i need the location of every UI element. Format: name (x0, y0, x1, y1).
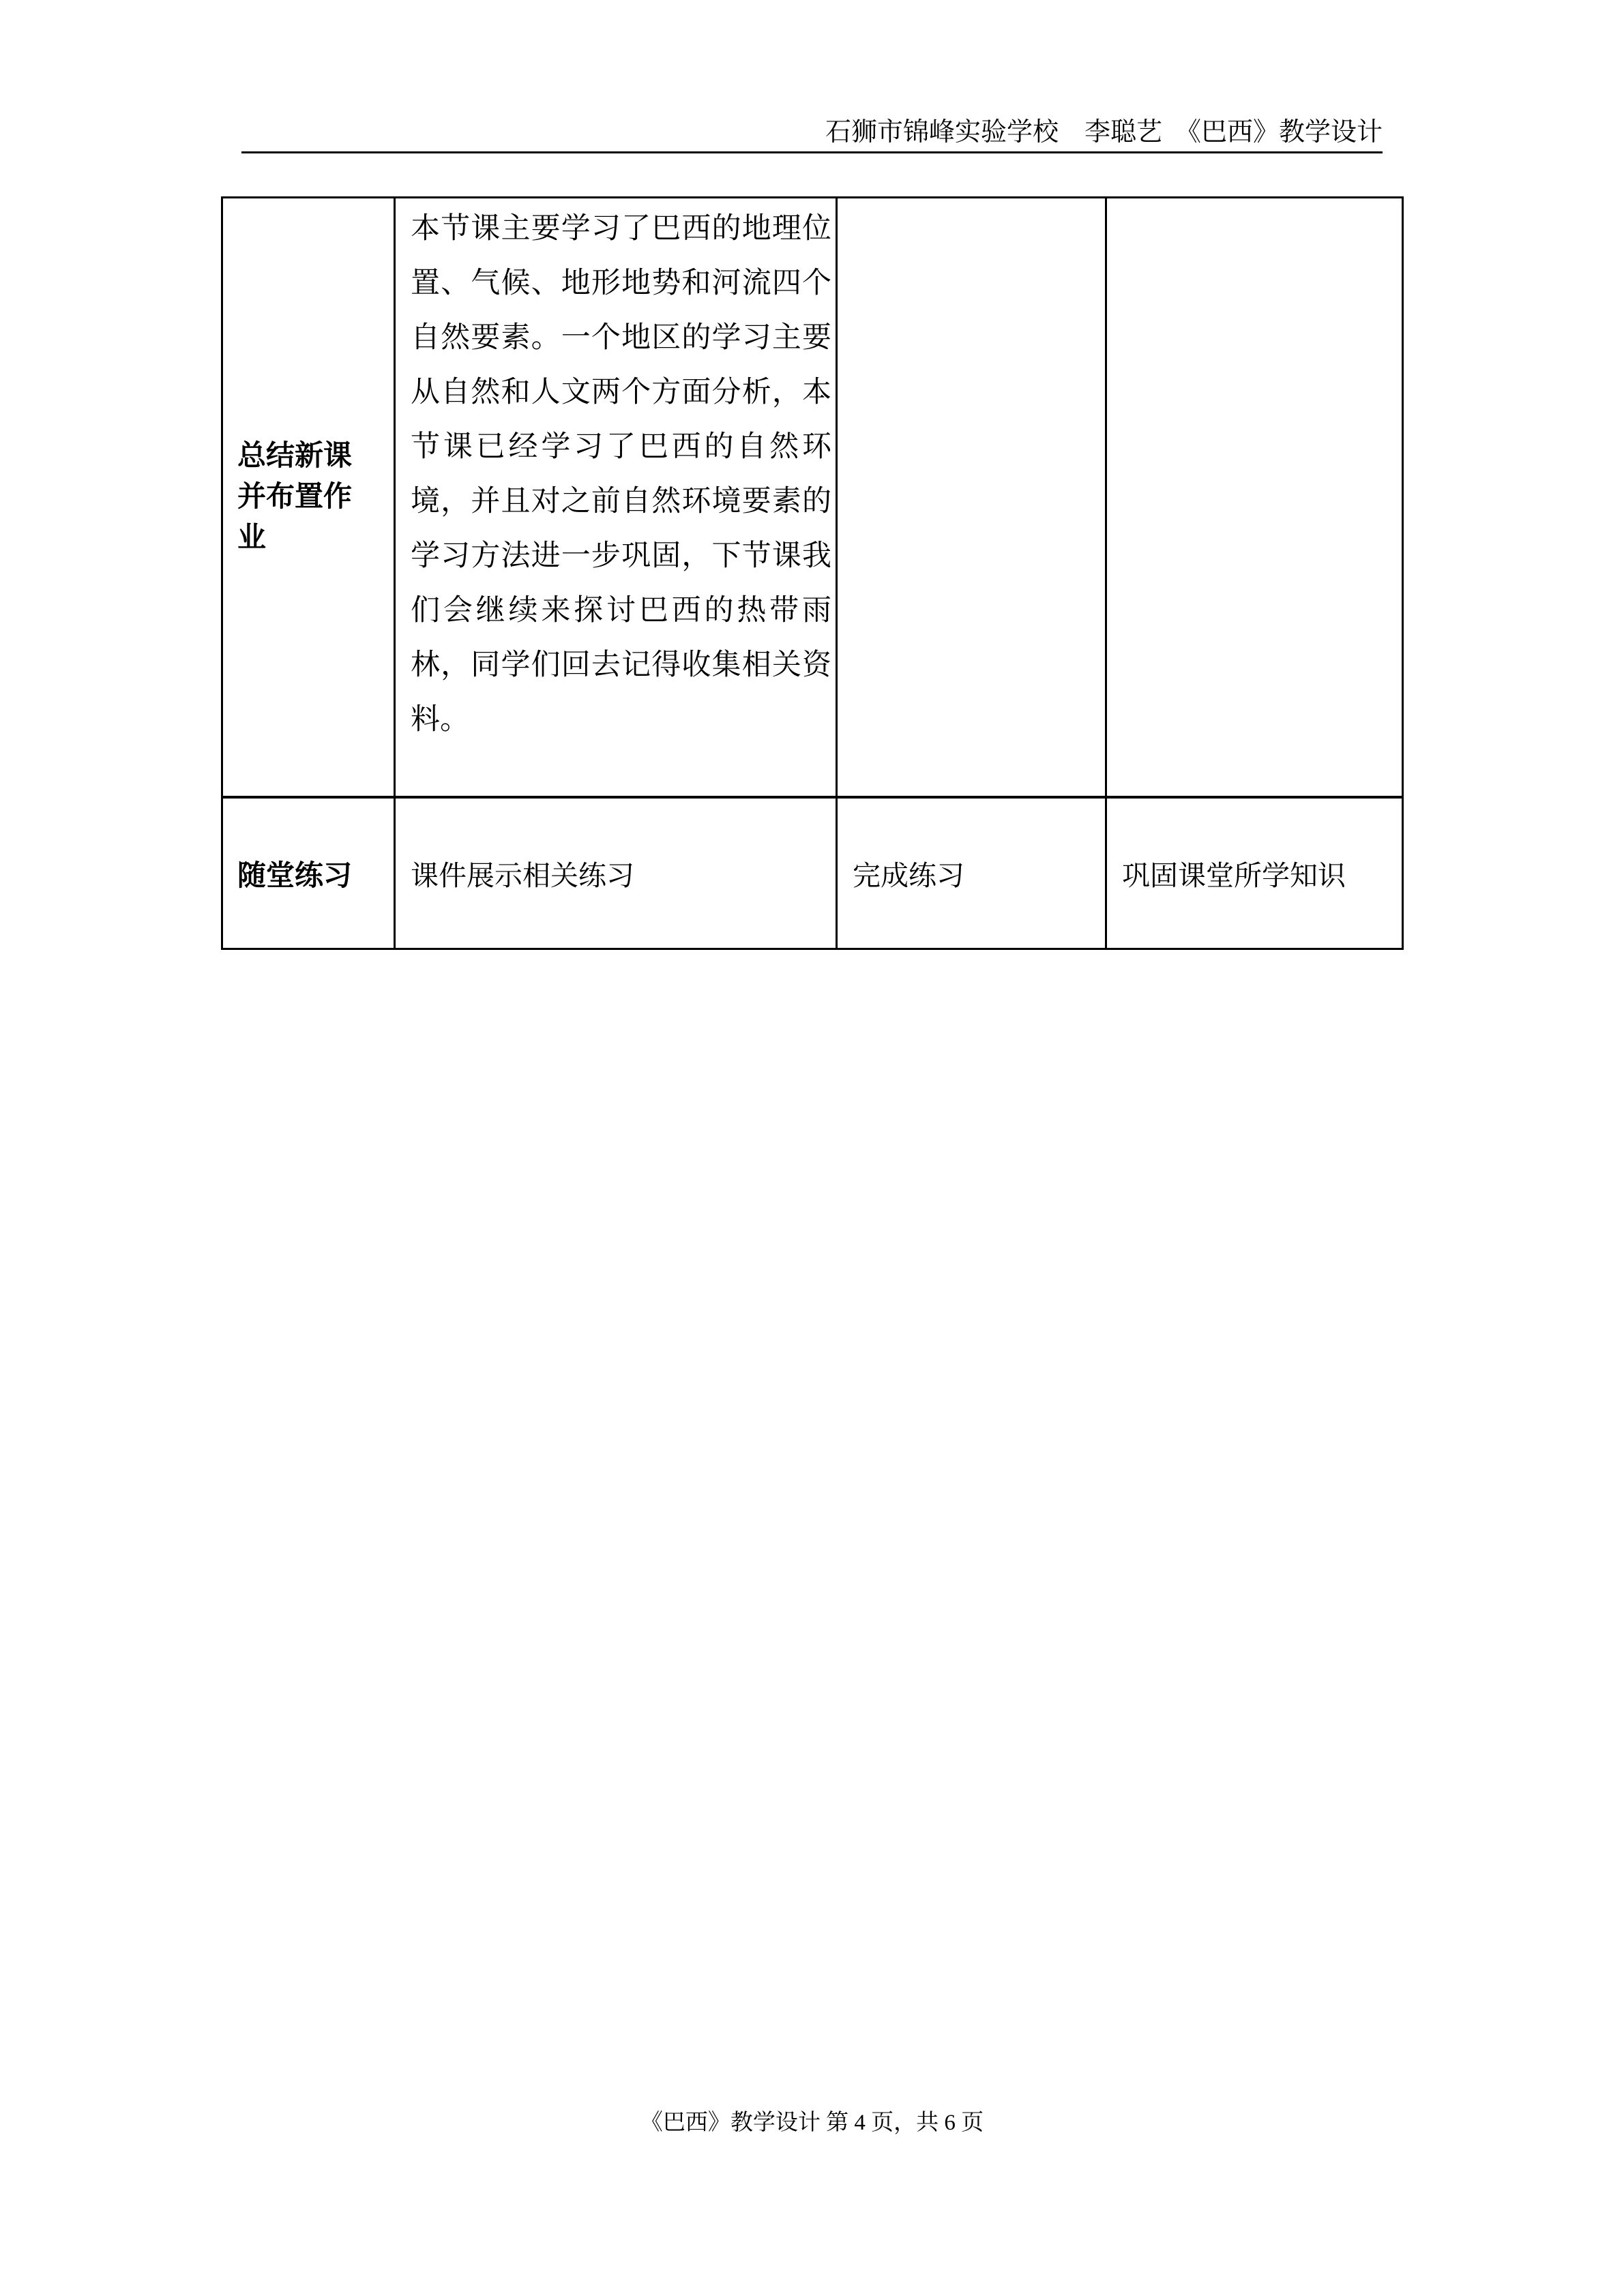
student-activity-label-row2: 完成练习 (853, 860, 964, 891)
table-cell-activity-row1 (223, 198, 396, 799)
table-cell-student-activity-row1 (838, 198, 1107, 799)
page-footer-text: 《巴西》教学设计 第 4 页，共 6 页 (640, 2111, 984, 2135)
activity-label-row1: 总结新课并布置作业 (237, 441, 353, 554)
table-cell-student-activity-row2 (838, 799, 1107, 948)
table-cell-activity-row2 (223, 799, 396, 948)
page-header-text: 石狮市锦峰实验学校 李聪艺 《巴西》教学设计 (825, 118, 1383, 147)
table-cell-design-intent-row1 (1107, 198, 1402, 799)
table-cell-design-intent-row2 (1107, 799, 1402, 948)
teacher-activity-label-row2: 课件展示相关练习 (411, 860, 634, 891)
design-intent-label-row2: 巩固课堂所学知识 (1122, 860, 1346, 891)
activity-label-row2: 随堂练习 (237, 860, 353, 892)
table-cell-teacher-activity-row2 (396, 799, 838, 948)
table-cell-teacher-activity-row1: 本节课主要学习了巴西的地理位置、气候、地形地势和河流四个自然要素。一个地区的学习主要从自然和人文两个方面分析，本节课已经学习了巴西的自然环境，并且对之前自然环境要素的学习方法进一步巩固，下节课我们会继续来探讨巴西的热带雨林，同学们回去记得收集相关资料。 (396, 198, 838, 799)
lesson-plan-table (221, 196, 1404, 950)
header-divider-rule (241, 151, 1383, 153)
